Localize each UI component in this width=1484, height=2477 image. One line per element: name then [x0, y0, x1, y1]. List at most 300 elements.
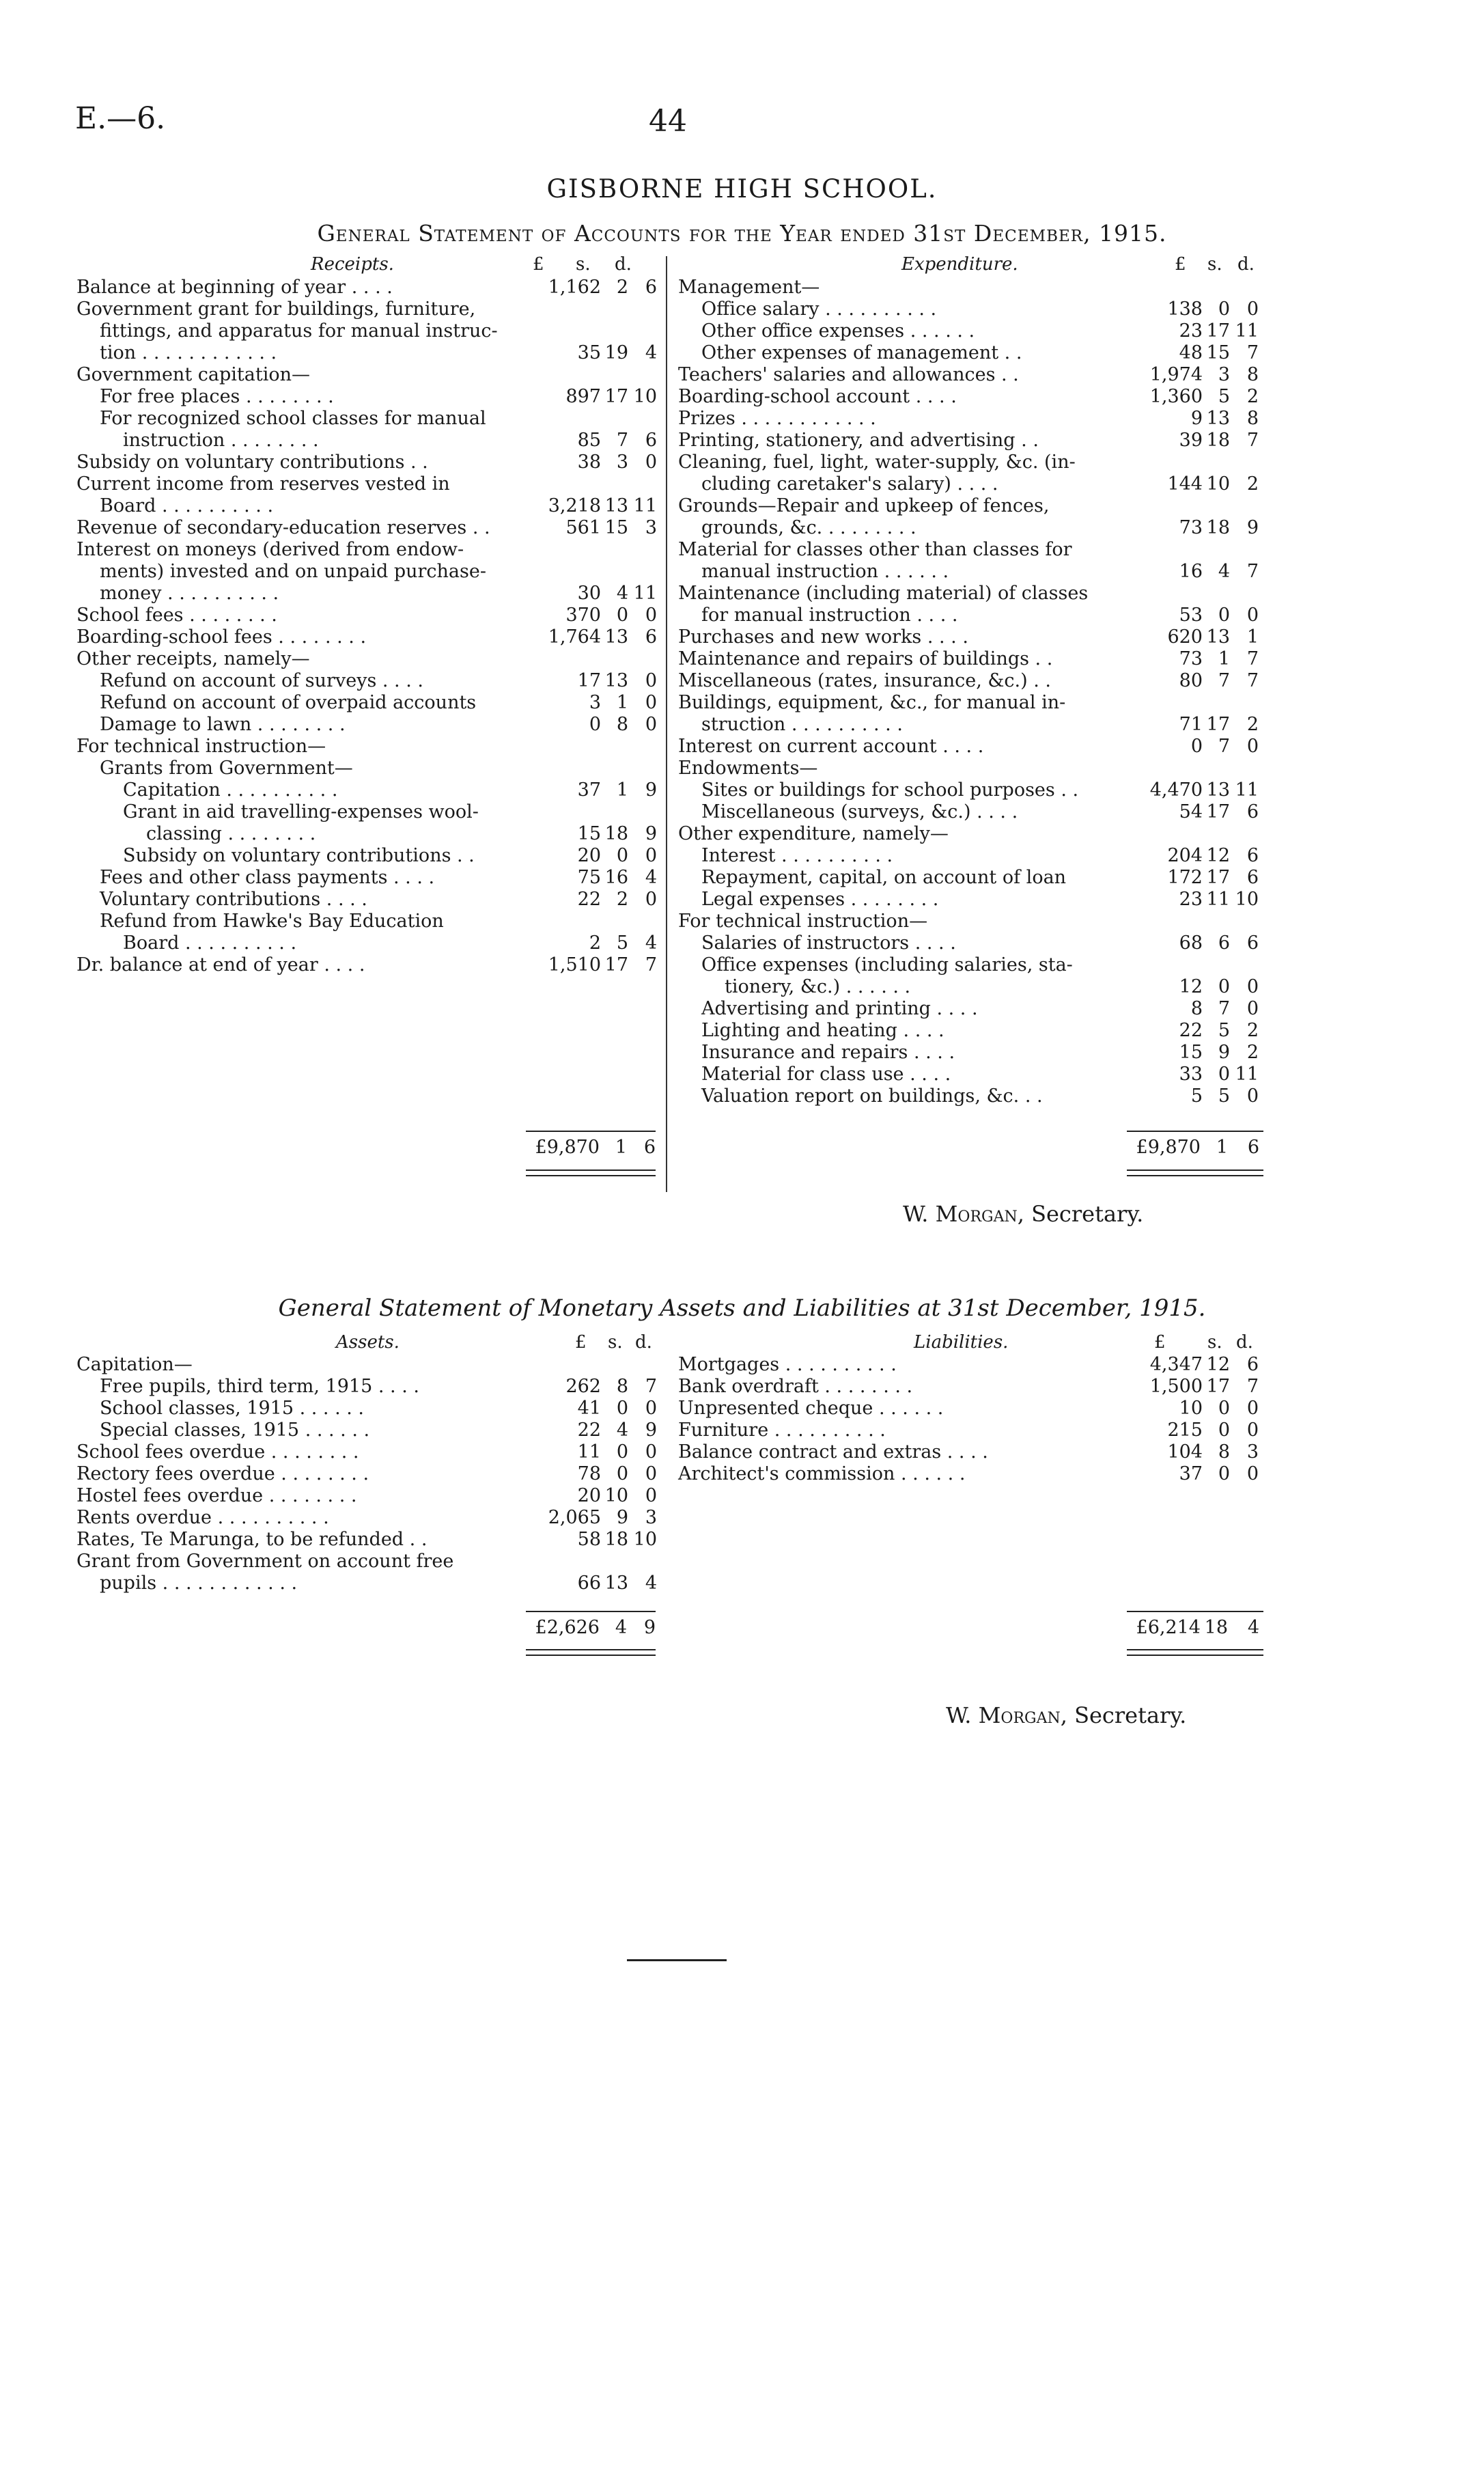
- ledger-shillings: 5: [1218, 1085, 1230, 1107]
- ledger-shillings: 13: [604, 495, 628, 516]
- ledger-shillings: 0: [1218, 1463, 1230, 1484]
- ledger-row: [76, 277, 664, 299]
- ledger-shillings: 11: [1206, 889, 1230, 910]
- ledger-shillings: 16: [604, 867, 628, 888]
- signature-name: W. Morgan: [903, 1201, 1018, 1227]
- ledger-row: [678, 736, 1265, 758]
- document-reference: E.—6.: [75, 101, 166, 136]
- ledger-row: [76, 452, 664, 473]
- receipts-shilling-header: s.: [576, 254, 591, 275]
- ledger-row-label: Capitation—: [76, 1354, 193, 1375]
- ledger-row: [76, 758, 664, 779]
- ledger-shillings: 10: [1206, 473, 1230, 495]
- ledger-row: [76, 801, 664, 823]
- ledger-row: [678, 1064, 1265, 1085]
- ledger-row: [678, 430, 1265, 452]
- ledger-shillings: 17: [604, 954, 628, 975]
- ledger-row-label: Sites or buildings for school purposes . .: [701, 779, 1079, 801]
- ledger-row: [678, 342, 1265, 364]
- ledger-pounds: 138: [1167, 299, 1203, 320]
- ledger-row: [678, 1398, 1265, 1420]
- ledger-pounds: 9: [1190, 408, 1203, 429]
- ledger-row-label: Cleaning, fuel, light, water-supply, &c. (in-: [678, 452, 1076, 473]
- ledger-shillings: 0: [616, 1398, 628, 1419]
- ledger-pence: 0: [1246, 605, 1259, 626]
- ledger-row-label: Board . . . . . . . . . .: [100, 495, 274, 516]
- ledger-pounds: 1,764: [548, 626, 601, 648]
- ledger-pence: 7: [1246, 430, 1259, 451]
- ledger-pence: 6: [645, 277, 657, 298]
- ledger-pence: 7: [1246, 648, 1259, 669]
- ledger-shillings: 18: [604, 1529, 628, 1550]
- ledger-row-label: Boarding-school account . . . .: [678, 386, 957, 407]
- ledger-row: [678, 1420, 1265, 1441]
- ledger-row: [678, 670, 1265, 692]
- ledger-row: [678, 976, 1265, 998]
- liabilities-pence-header: d.: [1236, 1332, 1253, 1353]
- ledger-row-label: Other receipts, namely—: [76, 648, 310, 669]
- ledger-row: [76, 342, 664, 364]
- ledger-row-label: Government grant for buildings, furniture,: [76, 299, 476, 320]
- ledger-row: [76, 626, 664, 648]
- ledger-row: [76, 386, 664, 408]
- ledger-pence: 9: [645, 779, 657, 801]
- ledger-row: [76, 605, 664, 626]
- ledger-shillings: 4: [1218, 561, 1230, 582]
- ledger-row-label: Other office expenses . . . . . .: [701, 320, 975, 342]
- ledger-row-label: For technical instruction—: [76, 736, 326, 757]
- ledger-pounds: 1,360: [1149, 386, 1203, 407]
- ledger-pounds: 33: [1179, 1064, 1203, 1085]
- ledger-row: [678, 823, 1265, 845]
- ledger-pence: 1: [1246, 626, 1259, 648]
- ledger-shillings: 0: [1218, 1064, 1230, 1085]
- assets-table: [76, 1354, 664, 1594]
- ledger-pence: 0: [1246, 299, 1259, 320]
- ledger-row-label: fittings, and apparatus for manual instruc-: [100, 320, 498, 342]
- ledger-shillings: 4: [616, 1420, 628, 1441]
- assets-heading: Assets.: [336, 1332, 400, 1353]
- ledger-row: [76, 736, 664, 758]
- ledger-row: [678, 714, 1265, 736]
- ledger-row-label: Refund on account of surveys . . . .: [100, 670, 423, 691]
- ledger-pounds: 85: [577, 430, 601, 451]
- ledger-row: [678, 648, 1265, 670]
- ledger-row-label: Salaries of instructors . . . .: [701, 932, 956, 954]
- ledger-shillings: 7: [1218, 998, 1230, 1019]
- ledger-row-label: manual instruction . . . . . .: [701, 561, 949, 582]
- ledger-row-label: Prizes . . . . . . . . . . . .: [678, 408, 876, 429]
- ledger-pence: 4: [645, 867, 657, 888]
- ledger-pence: 7: [1246, 1376, 1259, 1397]
- ledger-row-label: Office salary . . . . . . . . . .: [701, 299, 937, 320]
- ledger-pence: 4: [645, 1573, 657, 1594]
- ledger-shillings: 0: [616, 1441, 628, 1463]
- ledger-pence: 6: [1246, 932, 1259, 954]
- ledger-row-label: Subsidy on voluntary contributions . .: [76, 452, 428, 473]
- ledger-row-label: Buildings, equipment, &c., for manual in-: [678, 692, 1066, 713]
- school-name: GISBORNE HIGH SCHOOL.: [546, 174, 938, 204]
- ledger-shillings: 13: [604, 626, 628, 648]
- ledger-row-label: Grants from Government—: [100, 758, 353, 779]
- ledger-pence: 10: [633, 1529, 657, 1550]
- ledger-row-label: Boarding-school fees . . . . . . . .: [76, 626, 367, 648]
- ledger-row-label: Refund on account of overpaid accounts: [100, 692, 477, 713]
- ledger-row: [678, 801, 1265, 823]
- ledger-row-label: Lighting and heating . . . .: [701, 1020, 944, 1041]
- ledger-shillings: 0: [1218, 605, 1230, 626]
- ledger-row: [76, 495, 664, 517]
- assets-shilling-header: s.: [608, 1332, 623, 1353]
- ledger-shillings: 4: [616, 583, 628, 604]
- ledger-pounds: 8: [1190, 998, 1203, 1019]
- ledger-pounds: 35: [577, 342, 601, 363]
- ledger-pounds: 22: [1179, 1020, 1203, 1041]
- ledger-pounds: 15: [577, 823, 601, 844]
- ledger-pounds: 104: [1167, 1441, 1203, 1463]
- ledger-pence: 0: [1246, 1463, 1259, 1484]
- ledger-pence: 3: [645, 1507, 657, 1528]
- ledger-pence: 0: [1246, 1420, 1259, 1441]
- ledger-row-label: Material for classes other than classes for: [678, 539, 1072, 560]
- ledger-row-label: Furniture . . . . . . . . . .: [678, 1420, 886, 1441]
- ledger-pence: 3: [645, 517, 657, 538]
- ledger-pounds: 20: [577, 845, 601, 866]
- ledger-shillings: 8: [616, 1376, 628, 1397]
- ledger-row: [76, 932, 664, 954]
- ledger-shillings: 7: [1218, 670, 1230, 691]
- ledger-pence: 7: [1246, 670, 1259, 691]
- assets-total-pence: 9: [643, 1617, 656, 1638]
- ledger-row-label: ments) invested and on unpaid purchase-: [100, 561, 486, 582]
- ledger-row-label: Interest on moneys (derived from endow-: [76, 539, 464, 560]
- receipts-total-rule-1: [526, 1170, 656, 1171]
- ledger-pence: 0: [645, 1485, 657, 1506]
- ledger-shillings: 12: [1206, 1354, 1230, 1375]
- ledger-pence: 2: [1246, 1020, 1259, 1041]
- ledger-row: [678, 473, 1265, 495]
- receipts-total-pounds: £9,870: [535, 1137, 600, 1158]
- assets-total-pounds: £2,626: [535, 1617, 600, 1638]
- ledger-row: [76, 364, 664, 386]
- ledger-pounds: 37: [1179, 1463, 1203, 1484]
- ledger-row: [678, 1463, 1265, 1485]
- ledger-row: [678, 364, 1265, 386]
- ledger-row: [678, 1085, 1265, 1107]
- liabilities-total-pounds: £6,214: [1136, 1617, 1201, 1638]
- ledger-row: [76, 539, 664, 561]
- ledger-pence: 0: [1246, 998, 1259, 1019]
- ledger-pounds: 15: [1179, 1042, 1203, 1063]
- receipts-table: [76, 277, 664, 976]
- ledger-pence: 10: [633, 386, 657, 407]
- ledger-row-label: Mortgages . . . . . . . . . .: [678, 1354, 897, 1375]
- receipts-heading: Receipts.: [311, 254, 394, 275]
- ledger-pence: 2: [1246, 386, 1259, 407]
- ledger-row-label: Board . . . . . . . . . .: [123, 932, 297, 954]
- ledger-pence: 0: [1246, 976, 1259, 997]
- ledger-row-label: tion . . . . . . . . . . . .: [100, 342, 277, 363]
- ledger-pounds: 54: [1179, 801, 1203, 822]
- ledger-row: [76, 1485, 664, 1507]
- ledger-pence: 0: [645, 714, 657, 735]
- ledger-row-label: Purchases and new works . . . .: [678, 626, 968, 648]
- ledger-row-label: cluding caretaker's salary) . . . .: [701, 473, 998, 495]
- ledger-row-label: Grant from Government on account free: [76, 1551, 454, 1572]
- ledger-pounds: 3,218: [548, 495, 601, 516]
- ledger-pence: 0: [645, 845, 657, 866]
- ledger-pence: 0: [645, 1398, 657, 1419]
- ledger-pence: 2: [1246, 1042, 1259, 1063]
- ledger-pence: 7: [1246, 561, 1259, 582]
- ledger-row: [76, 583, 664, 605]
- ledger-row-label: Miscellaneous (rates, insurance, &c.) . .: [678, 670, 1051, 691]
- ledger-row-label: Miscellaneous (surveys, &c.) . . . .: [701, 801, 1018, 822]
- ledger-pence: 0: [645, 605, 657, 626]
- ledger-row-label: Fees and other class payments . . . .: [100, 867, 435, 888]
- ledger-row: [76, 1573, 664, 1594]
- ledger-row: [76, 1376, 664, 1398]
- ledger-shillings: 13: [1206, 779, 1230, 801]
- ledger-row-label: Other expenditure, namely—: [678, 823, 949, 844]
- ledger-row: [76, 517, 664, 539]
- ledger-shillings: 17: [604, 386, 628, 407]
- ledger-pence: 0: [645, 889, 657, 910]
- signature-title: , Secretary.: [1060, 1702, 1187, 1728]
- ledger-row: [678, 954, 1265, 976]
- liabilities-total-rule-top: [1127, 1611, 1263, 1612]
- expenditure-total-pence: 6: [1247, 1137, 1259, 1158]
- signature-name: W. Morgan: [946, 1702, 1061, 1728]
- ledger-pence: 6: [1246, 1354, 1259, 1375]
- ledger-row: [76, 408, 664, 430]
- ledger-shillings: 17: [1206, 714, 1230, 735]
- ledger-row-label: Advertising and printing . . . .: [701, 998, 978, 1019]
- ledger-shillings: 3: [1218, 364, 1230, 385]
- ledger-row-label: Repayment, capital, on account of loan: [701, 867, 1067, 888]
- ledger-pounds: 30: [577, 583, 601, 604]
- ledger-pounds: 5: [1190, 1085, 1203, 1107]
- ledger-row: [678, 277, 1265, 299]
- ledger-row: [678, 605, 1265, 626]
- ledger-row-label: School fees . . . . . . . .: [76, 605, 277, 626]
- ledger-shillings: 18: [604, 823, 628, 844]
- ledger-pounds: 68: [1179, 932, 1203, 954]
- ledger-pounds: 38: [577, 452, 601, 473]
- ledger-row-label: Endowments—: [678, 758, 818, 779]
- statement-title-accounts: General Statement of Accounts for the Year ended 31st December, 1915.: [317, 220, 1167, 247]
- ledger-shillings: 8: [616, 714, 628, 735]
- ledger-row-label: tionery, &c.) . . . . . .: [725, 976, 911, 997]
- ledger-row: [678, 932, 1265, 954]
- ledger-row-label: classing . . . . . . . .: [146, 823, 316, 844]
- ledger-row-label: grounds, &c. . . . . . . . .: [701, 517, 916, 538]
- ledger-pounds: 4,470: [1149, 779, 1203, 801]
- expenditure-shilling-header: s.: [1207, 254, 1222, 275]
- ledger-shillings: 3: [616, 452, 628, 473]
- ledger-row: [678, 386, 1265, 408]
- ledger-shillings: 1: [616, 692, 628, 713]
- ledger-shillings: 1: [616, 779, 628, 801]
- signature-title: , Secretary.: [1017, 1201, 1144, 1227]
- ledger-pence: 11: [1235, 1064, 1259, 1085]
- ledger-row: [678, 758, 1265, 779]
- ledger-pounds: 75: [577, 867, 601, 888]
- ledger-shillings: 9: [1218, 1042, 1230, 1063]
- ledger-row: [678, 889, 1265, 911]
- expenditure-total-pounds: £9,870: [1136, 1137, 1201, 1158]
- expenditure-total-shillings: 1: [1216, 1137, 1228, 1158]
- ledger-row: [76, 1354, 664, 1376]
- ledger-pounds: 73: [1179, 517, 1203, 538]
- ledger-shillings: 7: [1218, 736, 1230, 757]
- ledger-row: [678, 1354, 1265, 1376]
- expenditure-heading: Expenditure.: [901, 254, 1018, 275]
- ledger-row: [76, 1398, 664, 1420]
- ledger-row: [678, 998, 1265, 1020]
- ledger-row-label: Balance contract and extras . . . .: [678, 1441, 988, 1463]
- ledger-shillings: 0: [1218, 1420, 1230, 1441]
- ledger-row: [678, 299, 1265, 320]
- ledger-row-label: Damage to lawn . . . . . . . .: [100, 714, 346, 735]
- ledger-row-label: School fees overdue . . . . . . . .: [76, 1441, 359, 1463]
- ledger-pounds: 2,065: [548, 1507, 601, 1528]
- ledger-row: [76, 692, 664, 714]
- ledger-shillings: 18: [1206, 517, 1230, 538]
- expenditure-pound-header: £: [1175, 254, 1186, 275]
- ledger-shillings: 13: [604, 670, 628, 691]
- assets-total-rule-1: [526, 1649, 656, 1650]
- ledger-row-label: For technical instruction—: [678, 911, 928, 932]
- ledger-pence: 11: [1235, 320, 1259, 342]
- ledger-pounds: 73: [1179, 648, 1203, 669]
- ledger-row: [678, 1376, 1265, 1398]
- ledger-row: [76, 845, 664, 867]
- ledger-shillings: 17: [1206, 867, 1230, 888]
- ledger-row-label: Rectory fees overdue . . . . . . . .: [76, 1463, 369, 1484]
- ledger-row: [76, 299, 664, 320]
- liabilities-total-pence: 4: [1247, 1617, 1259, 1638]
- ledger-pounds: 78: [577, 1463, 601, 1484]
- ledger-pounds: 10: [1179, 1398, 1203, 1419]
- ledger-pounds: 16: [1179, 561, 1203, 582]
- ledger-pounds: 561: [565, 517, 601, 538]
- ledger-row-label: Rates, Te Marunga, to be refunded . .: [76, 1529, 428, 1550]
- ledger-row-label: School classes, 1915 . . . . . .: [100, 1398, 365, 1419]
- ledger-row-label: Maintenance and repairs of buildings . .: [678, 648, 1053, 669]
- ledger-row: [678, 626, 1265, 648]
- ledger-row: [678, 539, 1265, 561]
- ledger-shillings: 15: [604, 517, 628, 538]
- ledger-pounds: 1,510: [548, 954, 601, 975]
- ledger-shillings: 6: [1218, 932, 1230, 954]
- ledger-row-label: Other expenses of management . .: [701, 342, 1022, 363]
- ledger-pounds: 620: [1167, 626, 1203, 648]
- ledger-pounds: 17: [577, 670, 601, 691]
- ledger-row: [76, 430, 664, 452]
- ledger-shillings: 0: [616, 605, 628, 626]
- ledger-pence: 11: [633, 495, 657, 516]
- ledger-row: [678, 452, 1265, 473]
- receipts-total-shillings: 1: [615, 1137, 627, 1158]
- ledger-pence: 6: [1246, 801, 1259, 822]
- assets-pound-header: £: [575, 1332, 587, 1353]
- ledger-row-label: Refund from Hawke's Bay Education: [100, 911, 444, 932]
- ledger-row: [678, 779, 1265, 801]
- ledger-row: [678, 692, 1265, 714]
- ledger-pounds: 0: [589, 714, 601, 735]
- ledger-shillings: 13: [604, 1573, 628, 1594]
- ledger-pounds: 144: [1167, 473, 1203, 495]
- ledger-pence: 11: [1235, 779, 1259, 801]
- ledger-row: [678, 320, 1265, 342]
- ledger-pounds: 370: [565, 605, 601, 626]
- ledger-pounds: 22: [577, 889, 601, 910]
- ledger-row-label: Grant in aid travelling-expenses wool-: [123, 801, 479, 822]
- ledger-row-label: Dr. balance at end of year . . . .: [76, 954, 365, 975]
- ledger-pence: 0: [645, 1441, 657, 1463]
- liabilities-total-rule-2: [1127, 1655, 1263, 1656]
- ledger-row: [76, 779, 664, 801]
- ledger-shillings: 17: [1206, 1376, 1230, 1397]
- ledger-row-label: Printing, stationery, and advertising . .: [678, 430, 1039, 451]
- ledger-row: [678, 583, 1265, 605]
- signature-secretary-1: [903, 1201, 1143, 1227]
- ledger-row: [76, 1507, 664, 1529]
- receipts-total-rule-top: [526, 1131, 656, 1132]
- column-divider: [666, 256, 667, 1192]
- ledger-shillings: 0: [616, 1463, 628, 1484]
- ledger-shillings: 7: [616, 430, 628, 451]
- ledger-shillings: 0: [1218, 1398, 1230, 1419]
- ledger-row: [678, 517, 1265, 539]
- ledger-shillings: 12: [1206, 845, 1230, 866]
- ledger-shillings: 1: [1218, 648, 1230, 669]
- ledger-pounds: 262: [565, 1376, 601, 1397]
- ledger-pounds: 58: [577, 1529, 601, 1550]
- ledger-shillings: 10: [604, 1485, 628, 1506]
- ledger-row-label: Capitation . . . . . . . . . .: [123, 779, 338, 801]
- ledger-row-label: Office expenses (including salaries, sta-: [701, 954, 1073, 975]
- ledger-shillings: 2: [616, 277, 628, 298]
- ledger-pence: 0: [1246, 1085, 1259, 1107]
- ledger-pounds: 11: [577, 1441, 601, 1463]
- expenditure-total-rule-1: [1127, 1170, 1263, 1171]
- ledger-row: [76, 1463, 664, 1485]
- ledger-row: [76, 867, 664, 889]
- receipts-total-rule-2: [526, 1175, 656, 1176]
- ledger-pounds: 12: [1179, 976, 1203, 997]
- ledger-pence: 6: [645, 626, 657, 648]
- ledger-row-label: for manual instruction . . . .: [701, 605, 958, 626]
- ledger-shillings: 15: [1206, 342, 1230, 363]
- ledger-pounds: 1,162: [548, 277, 601, 298]
- ledger-pence: 6: [1246, 845, 1259, 866]
- ledger-pounds: 215: [1167, 1420, 1203, 1441]
- ledger-row: [678, 1441, 1265, 1463]
- ledger-pounds: 80: [1179, 670, 1203, 691]
- ledger-row-label: Grounds—Repair and upkeep of fences,: [678, 495, 1050, 516]
- ledger-pounds: 3: [589, 692, 601, 713]
- ledger-pence: 2: [1246, 473, 1259, 495]
- ledger-row-label: Special classes, 1915 . . . . . .: [100, 1420, 370, 1441]
- ledger-pounds: 204: [1167, 845, 1203, 866]
- ledger-row-label: Free pupils, third term, 1915 . . . .: [100, 1376, 419, 1397]
- liabilities-total-shillings: 18: [1204, 1617, 1228, 1638]
- assets-total-rule-top: [526, 1611, 656, 1612]
- ledger-pence: 8: [1246, 364, 1259, 385]
- ledger-shillings: 0: [616, 845, 628, 866]
